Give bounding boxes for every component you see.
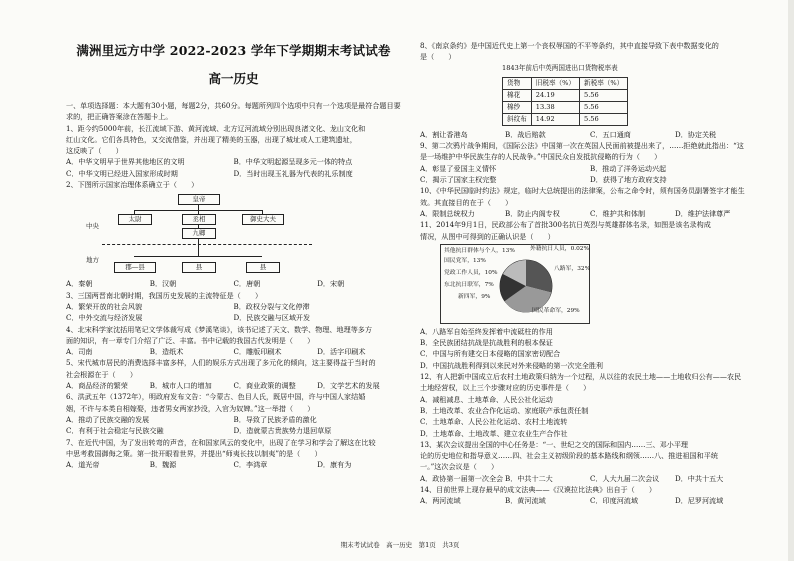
option-d[interactable]: D．维护法律尊严 <box>675 208 731 218</box>
q3-options-row <box>66 312 401 323</box>
option-b[interactable]: B．中华文明起源呈现多元一体的特点 <box>233 157 353 167</box>
diagram-divider <box>102 244 312 245</box>
table-header-cell: 新税率（%） <box>580 77 628 89</box>
diagram-central-label: 中央 <box>86 222 99 231</box>
left-flow <box>66 100 401 470</box>
option-a[interactable]: A．秦朝 <box>66 279 93 289</box>
option-a[interactable]: A．商品经济的繁荣 <box>66 381 128 391</box>
q6-stem-line: 姻，不许与本类自相嫁娶，违者男女两家抄没，入官为奴婢。”这一举措（ ） <box>66 403 315 413</box>
page-footer: 期末考试试卷 高一历史 第1页 共3页 <box>340 541 460 549</box>
trade-table-caption: 1843年前后中英两国进出口货物税率表 <box>502 63 618 72</box>
table-cell: 5.56 <box>580 101 628 113</box>
q6-stem-line: 6、洪武五年（1372年），明政府发布文告：“今蒙古、色目人氏，既居中国，许与中国人家结婚 <box>66 392 366 402</box>
pie-chart <box>498 258 554 314</box>
pie-label: 国民党军，13% <box>444 257 486 264</box>
q8-options <box>420 129 760 140</box>
option-d[interactable]: D．活字印刷术 <box>317 347 366 357</box>
option-d[interactable]: D．造就蒙古贵族势力退回草原 <box>233 426 332 436</box>
q9-stem-line: 9、第二次鸦片战争期间，《国际公法》中国第一次在英国人民面前被提出来了，……拒绝就此指出：“这 <box>420 141 744 151</box>
option-c[interactable]: C．揭示了国家主权完整 <box>420 175 497 185</box>
option-c[interactable]: C．中外交流与经济发展 <box>66 313 143 323</box>
q3-stem-line: 3、三国两晋南北朝时期，我国历史发展的主流特征是（ ） <box>66 290 263 300</box>
option-a[interactable]: A．道光帝 <box>66 460 100 470</box>
option-d[interactable]: D．尼罗河流域 <box>675 496 724 506</box>
q2-options <box>66 278 401 289</box>
table-header-cell: 旧税率（%） <box>531 77 579 89</box>
table-header-row <box>503 77 628 89</box>
q13-options <box>420 473 760 484</box>
option-a[interactable]: A．彰显了爱国主义情怀 <box>420 163 497 173</box>
q3-options-row <box>66 301 401 312</box>
q6-options-row <box>66 425 401 436</box>
table-cell: 24.19 <box>531 89 579 101</box>
q1-stem-line: 红山文化。它们各具特色，又交流借鉴，并出现了精美的玉器，出现了城址或人工建筑遗址， <box>66 134 357 144</box>
diagram-connector <box>198 238 199 256</box>
option-d[interactable]: D．民族交融与区域开发 <box>233 313 311 323</box>
diagram-junxian: 郡—县 <box>114 262 156 273</box>
pie-label: 党政工作人员，10% <box>444 269 498 276</box>
option-c[interactable]: C．唐朝 <box>233 279 261 289</box>
diagram-county: 县 <box>182 262 216 273</box>
option-d[interactable]: D．土地革命、土地改革、建立农业生产合作社 <box>420 428 568 438</box>
table-header-cell: 货物 <box>503 77 532 89</box>
option-c[interactable]: C．印度河流域 <box>590 496 638 506</box>
q1-options-row <box>66 156 401 167</box>
option-c[interactable]: C．李鸿章 <box>233 460 268 470</box>
q4-options <box>66 346 401 357</box>
q14-stem-line: 14、目前世界上现存最早的成文法典——《汉谟拉比法典》出自于（ ） <box>420 485 657 495</box>
question-14 <box>420 484 760 507</box>
right-flow <box>420 40 760 507</box>
section-intro: 一、单项选择题：本大题有30小题，每题2分，共60分。每题所列四个选项中只有一个选项是最符合题目要求的，把正确答案涂在答题卡上。 <box>66 101 401 122</box>
q9-options-row <box>420 163 760 174</box>
diagram-taiwei: 太尉 <box>118 214 152 225</box>
pie-label: 外籍抗日人员，0.02% <box>530 245 589 252</box>
q10-options <box>420 208 760 219</box>
q1-options-row <box>66 168 401 179</box>
option-b[interactable]: B．汉朝 <box>149 279 177 289</box>
q5-stem-line: 社会根源在于（ ） <box>66 369 137 379</box>
option-a[interactable]: A．司南 <box>66 347 93 357</box>
option-c[interactable]: C．商业政策的调整 <box>233 381 296 391</box>
question-8 <box>420 40 760 140</box>
option-c[interactable]: C．中华文明已经进入国家形成时期 <box>66 168 178 178</box>
q8-stem-line: 8、《南京条约》是中国近代史上第一个丧权辱国的不平等条约，其中直接导致下表中数据变化的 <box>420 41 719 50</box>
q4-stem-line: 4、北宋科学家沈括用笔记文学体裁写成《梦溪笔谈》，该书记述了天文、数学、物理、地理等多方 <box>66 324 372 334</box>
question-12 <box>420 371 760 439</box>
option-a[interactable]: A．八路军自始至终发挥着中流砥柱的作用 <box>420 326 553 336</box>
option-d[interactable]: D．协定关税 <box>675 129 717 139</box>
option-a[interactable]: A．繁荣开放的社会风貌 <box>66 301 143 311</box>
q1-stem-line: 这反映了（ ） <box>66 146 123 156</box>
table-cell: 13.38 <box>531 101 579 113</box>
q10-stem-line: 效。其直接目的在于（ ） <box>420 197 513 207</box>
question-4 <box>66 324 401 358</box>
option-b[interactable]: B．土地改革、农业合作化运动、家庭联产承包责任制 <box>420 405 589 415</box>
q2-stem-line: 2、下图所示国家治理体系确立于（ ） <box>66 180 199 190</box>
option-b[interactable]: B．城市人口的增加 <box>149 381 212 391</box>
option-d[interactable]: D．康有为 <box>317 460 352 470</box>
q7-stem-line: 7、在近代中国，为了发出转弯的声音，在和国家风云的变化中，出现了在学习和学会了解这在比较 <box>66 437 376 447</box>
q13-stem-line: 一。”这次会议是（ ） <box>420 462 499 472</box>
table-cell: 棉花 <box>503 89 532 101</box>
option-d[interactable]: D．文学艺术的发展 <box>317 381 380 391</box>
pie-label: 新四军，9% <box>458 293 491 300</box>
table-cell: 14.92 <box>531 113 579 125</box>
option-c[interactable]: C．雕版印刷术 <box>233 347 282 357</box>
diagram-local-label: 地方 <box>86 256 99 265</box>
table-cell: 5.56 <box>580 113 628 125</box>
martyrs-pie-figure <box>420 244 760 324</box>
option-d[interactable]: D．获得了地方政府支持 <box>590 175 667 185</box>
option-b[interactable]: B．导致了民族矛盾的激化 <box>233 414 317 424</box>
diagram-county: 县 <box>246 262 280 273</box>
question-13 <box>420 439 760 484</box>
table-row <box>503 101 628 113</box>
diagram-emperor: 皇帝 <box>178 194 220 205</box>
exam-title: 满洲里远方中学 2022-2023 学年下学期期末考试试卷 <box>76 43 391 58</box>
table-cell: 斜纹布 <box>503 113 532 125</box>
option-b[interactable]: B．黄河流域 <box>505 496 546 506</box>
option-d[interactable]: D．中共十五大 <box>675 473 724 483</box>
q12-stem-line: 土地经营权，以上三个步骤对应的历史事件是（ ） <box>420 383 591 393</box>
pie-label: 其他抗日群体与个人，13% <box>444 247 515 254</box>
option-c[interactable]: C．中国与所有建交日本侵略的国家密切配合 <box>420 349 561 359</box>
option-a[interactable]: A．限制总统权力 <box>420 208 475 218</box>
question-3 <box>66 290 401 324</box>
question-7 <box>66 437 401 471</box>
question-9 <box>420 140 760 185</box>
q9-stem-line: 是一场维护中华民族生存的人民战争。”中国民众自发抵抗侵略的行为（ ） <box>420 152 662 162</box>
option-b[interactable]: B．推动了洋务运动兴起 <box>590 163 667 173</box>
question-1 <box>66 123 401 179</box>
option-a[interactable]: A．推动了民族交融的发展 <box>66 414 150 424</box>
q10-stem-line: 10、《中华民国临时约法》规定，临时大总统提出的法律案，公布之命令时，须有国务员副署签字才能生 <box>420 186 745 196</box>
trade-table <box>502 77 628 126</box>
table-row <box>503 113 628 125</box>
pie-label: 国民革命军，29% <box>532 307 580 314</box>
scan-edge <box>788 0 794 561</box>
q11-stem-line: 11、2014年9月1日，民政部公布了首批300名抗日英烈与英雄群体名录，如图是该名录构成 <box>420 220 711 230</box>
option-c[interactable]: C．土地革命、人民公社化运动、农村土地流转 <box>420 417 568 427</box>
option-a[interactable]: A．割让香港岛 <box>420 129 468 139</box>
diagram-chengxiang: 丞相 <box>182 214 216 225</box>
q1-stem-line: 1、距今约5000年前，长江流域下游、黄河流域、北方辽河流域分别出现良渚文化、龙山文化和 <box>66 123 366 133</box>
option-b[interactable]: B．防止内阁专权 <box>505 208 560 218</box>
table-row <box>503 89 628 101</box>
option-c[interactable]: C．五口通商 <box>590 129 631 139</box>
q8-stem-line: 是（ ） <box>420 52 456 62</box>
option-b[interactable]: B．全民族团结抗战是抗战胜利的根本保证 <box>420 338 553 348</box>
question-5 <box>66 357 401 391</box>
table-cell: 5.56 <box>580 89 628 101</box>
diagram-jiuqing: 九卿 <box>182 228 216 239</box>
option-b[interactable]: B．魏源 <box>149 460 177 470</box>
pie-label: 八路军，32% <box>554 265 591 272</box>
q13-stem-line: 论的历史地位和指导意义……四、社会主义初级阶段的基本路线和纲领……八、推进祖国和平统 <box>420 451 718 461</box>
question-11 <box>420 219 760 371</box>
q14-options <box>420 495 760 506</box>
option-c[interactable]: C．维护共和体制 <box>590 208 646 218</box>
option-b[interactable]: B．政权分裂与文化停滞 <box>233 301 310 311</box>
question-6 <box>66 391 401 436</box>
option-a[interactable]: A．减租减息、土地革命、人民公社化运动 <box>420 394 553 404</box>
pie-label: 东北抗日联军，7% <box>444 281 494 288</box>
option-d[interactable]: D．当时出现玉礼器为代表的礼乐制度 <box>233 168 353 178</box>
q6-options-row <box>66 414 401 425</box>
q12-stem-line: 12、有人把新中国成立后农村土地政策归纳为一个过程，从以往的农民土地——土地收归公有——农民 <box>420 372 742 382</box>
governance-diagram <box>66 192 401 276</box>
option-c[interactable]: C．人大九届二次会议 <box>590 473 660 483</box>
diagram-yushi: 御史大夫 <box>242 214 284 225</box>
q9-options-row <box>420 174 760 185</box>
question-2 <box>66 179 401 290</box>
option-b[interactable]: B．中共十二大 <box>505 473 553 483</box>
option-d[interactable]: D．宋朝 <box>317 279 345 289</box>
option-a[interactable]: A．中华文明早于世界其他地区的文明 <box>66 157 185 167</box>
q13-stem-line: 13、某次会议提出全国的中心任务是：“一、世纪之交的国际和国内……三、邓小平理 <box>420 439 689 449</box>
option-c[interactable]: C．有利于社会稳定与民族交融 <box>66 426 164 436</box>
option-d[interactable]: D．中国抗战胜利得到以来民对外来侵略的第一次完全胜利 <box>420 360 604 370</box>
q7-options <box>66 459 401 470</box>
question-10 <box>420 185 760 219</box>
q7-stem-line: 中思考救国御侮之策。第一批开眼看世界，并提出“师夷长技以制夷”的是（ ） <box>66 448 322 458</box>
q4-stem-line: 面的知识，有一章专门介绍了广泛、丰富。书中记载的我国古代发明是（ ） <box>66 335 315 345</box>
option-b[interactable]: B．战后赔款 <box>505 129 546 139</box>
exam-subject: 高一历史 <box>208 71 259 86</box>
table-cell: 棉纱 <box>503 101 532 113</box>
q11-stem-line: 情况，从图中可得到的正确认识是（ ） <box>420 231 555 241</box>
option-a[interactable]: A．政协第一届第一次全会 <box>420 473 504 483</box>
diagram-connector <box>134 256 262 257</box>
option-a[interactable]: A．两河流域 <box>420 496 461 506</box>
option-b[interactable]: B．造纸术 <box>149 347 184 357</box>
q5-stem-line: 5、宋代城市居民的消费选择丰富多样，人们的娱乐方式出现了多元化的倾向，这主要得益于当时的 <box>66 358 376 368</box>
q5-options <box>66 380 401 391</box>
